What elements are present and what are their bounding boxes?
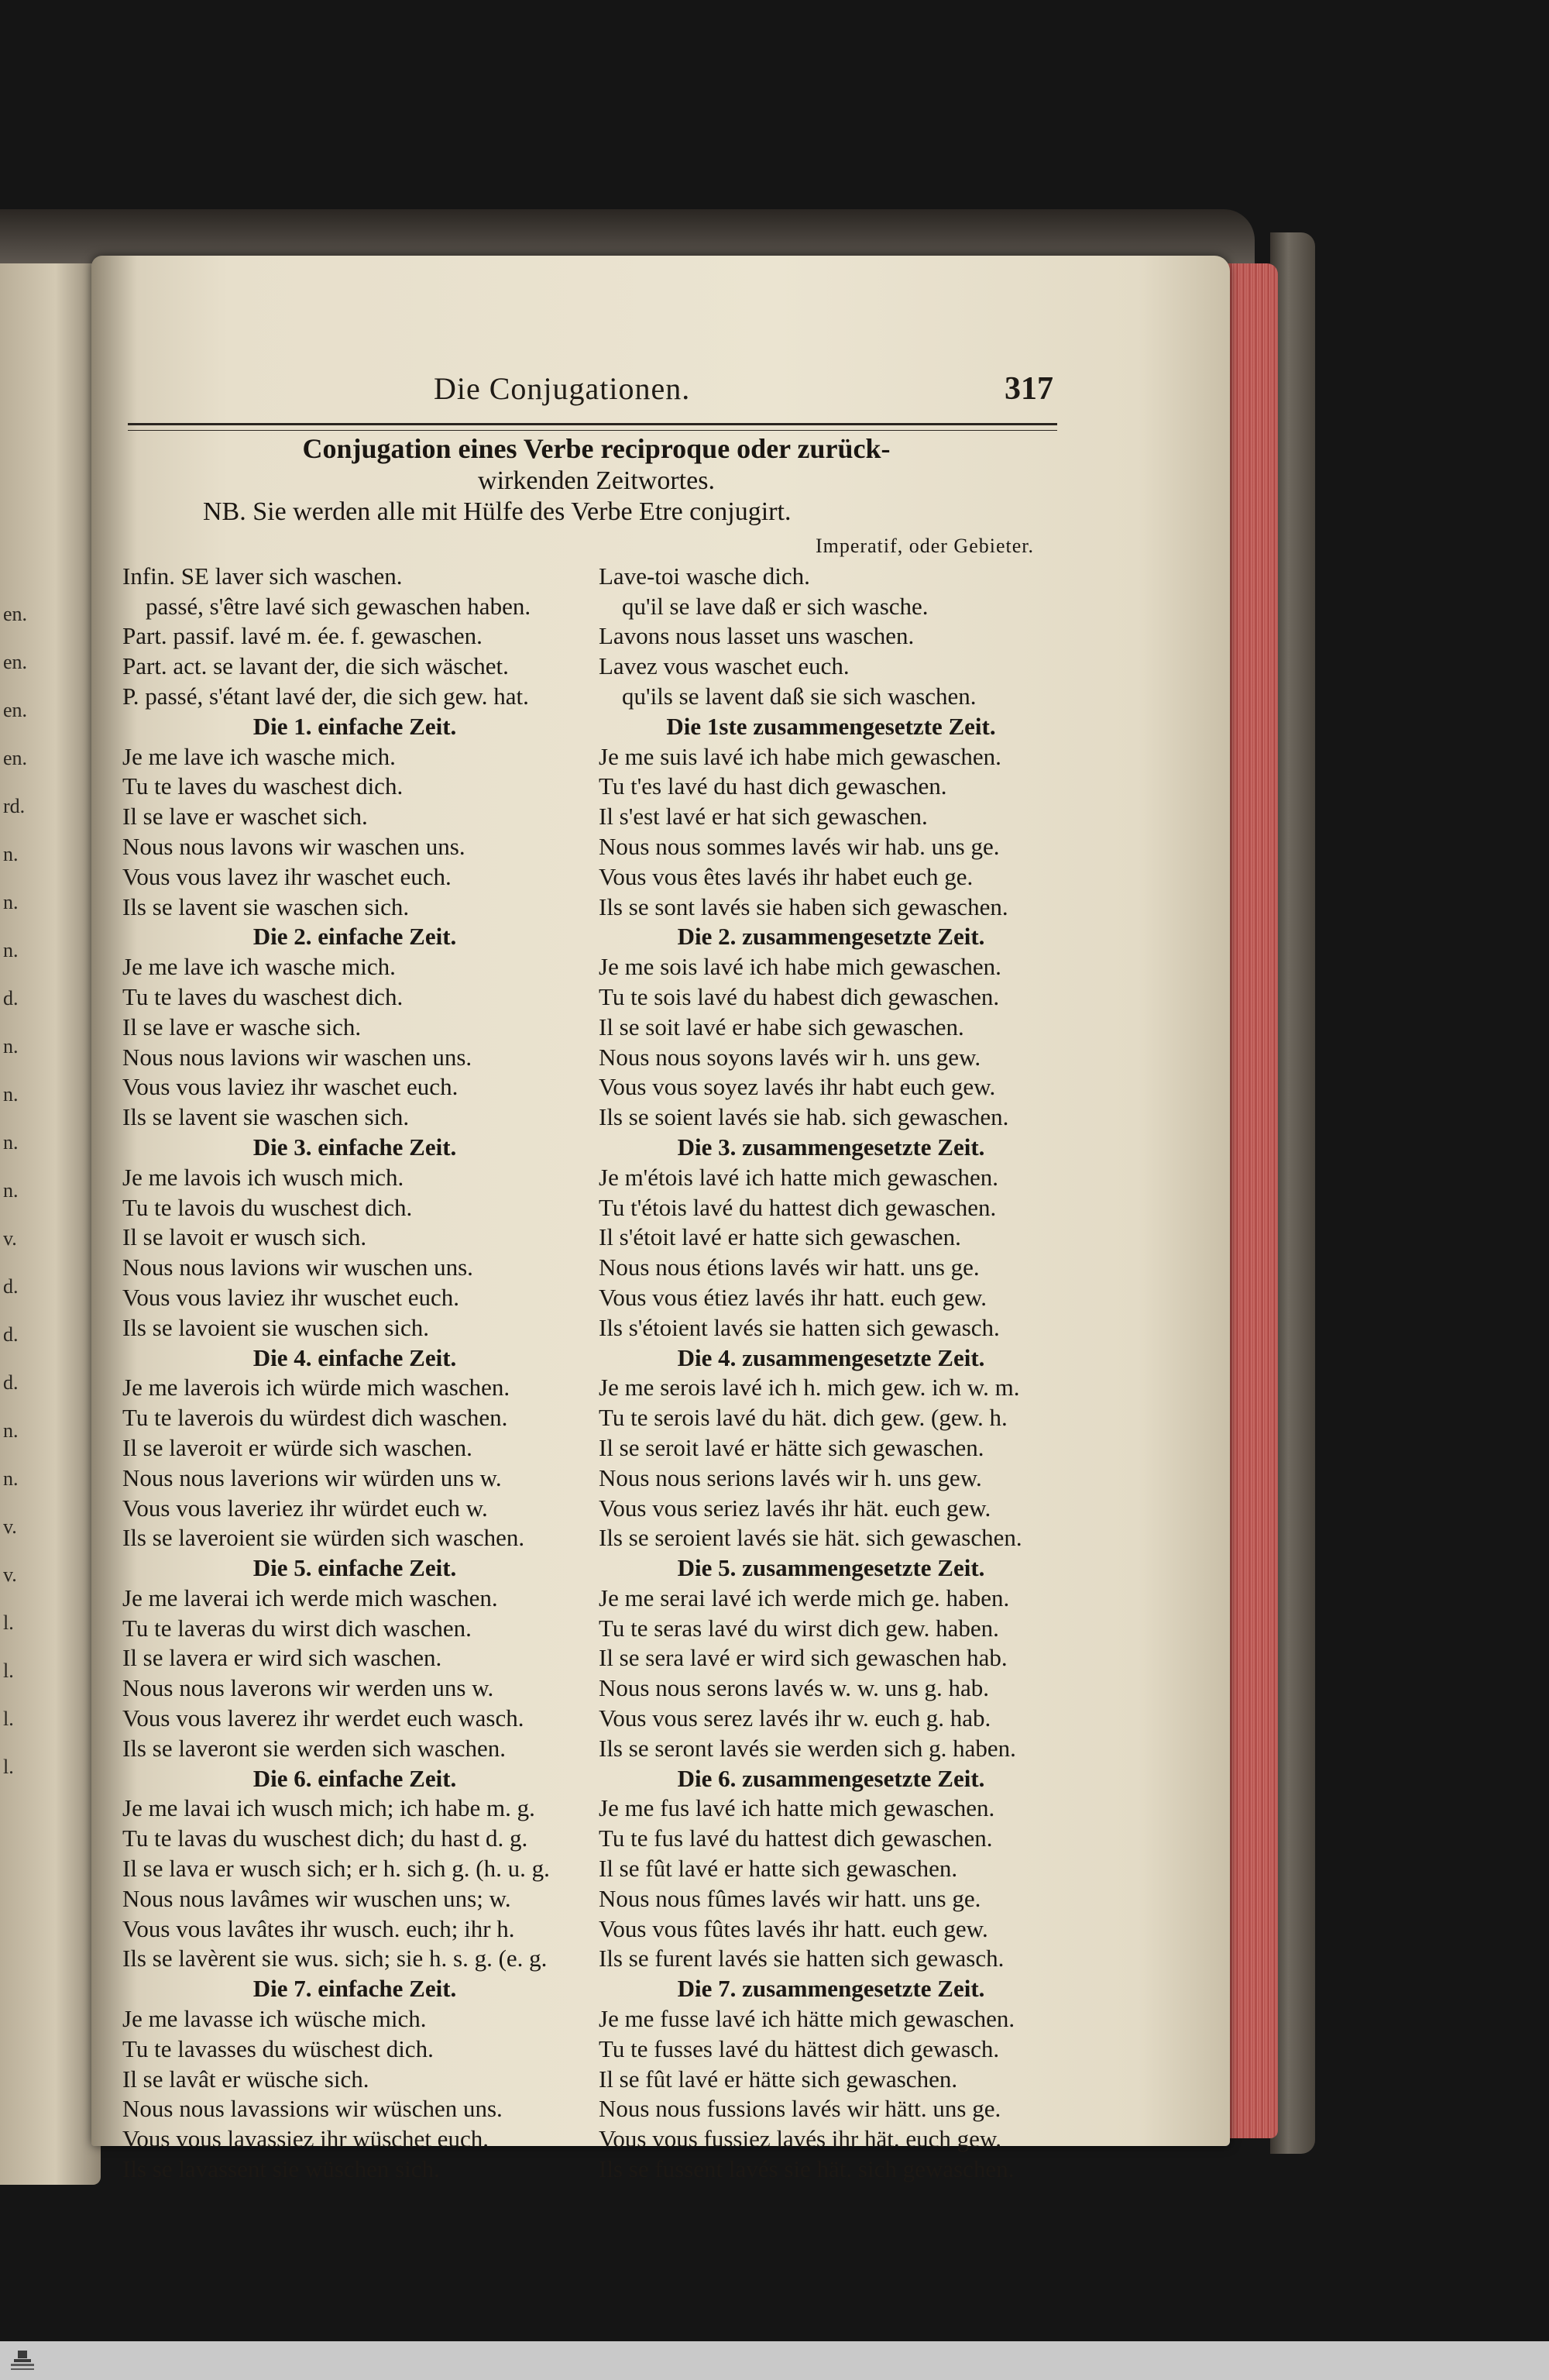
right-column-line: Je me sois lavé ich habe mich gewaschen.: [599, 953, 1001, 981]
left-column-line: Nous nous lavassions wir wüschen uns.: [122, 2095, 503, 2123]
running-title: Die Conjugationen.: [434, 371, 691, 406]
left-column-line: Nous nous lavions wir wuschen uns.: [122, 1254, 473, 1281]
right-column: [599, 531, 1063, 2185]
left-page-fragment: en.: [3, 747, 28, 769]
right-column-line: Je me suis lavé ich habe mich gewaschen.: [599, 742, 1001, 770]
left-column-line: Infin. SE laver sich waschen.: [122, 562, 403, 590]
right-column-line: Lavons nous lasset uns waschen.: [599, 622, 915, 650]
left-column-line: Je me lavasse ich wüsche mich.: [122, 2005, 427, 2033]
left-column-line: Nous nous lavâmes wir wuschen uns; w.: [122, 1884, 511, 1912]
left-page-fragment: l.: [3, 1659, 14, 1682]
left-column-line: P. passé, s'étant lavé der, die sich gew. hat.: [122, 682, 529, 710]
left-column-line: Tu te laves du waschest dich.: [122, 982, 404, 1010]
right-column-line: Nous nous serons lavés w. w. uns g. hab.: [599, 1674, 989, 1702]
left-column-line: [122, 531, 587, 562]
right-column-line: Nous nous étions lavés wir hatt. uns ge.: [599, 1254, 980, 1281]
right-column-line: Il se seroit lavé er hätte sich gewaschen.: [599, 1433, 984, 1461]
left-column-line: Vous vous laverez ihr werdet euch wasch.: [122, 1704, 524, 1732]
left-column-line: Je me laverai ich werde mich waschen.: [122, 1584, 498, 1611]
left-column-line: Il se lavera er wird sich waschen.: [122, 1644, 442, 1672]
right-column-line: Nous nous fussions lavés wir hätt. uns ge.: [599, 2095, 1001, 2123]
right-column-line: Nous nous soyons lavés wir h. uns gew.: [599, 1043, 981, 1071]
left-column-line: Il se lave er wasche sich.: [122, 1013, 362, 1040]
right-column-line: Tu t'es lavé du hast dich gewaschen.: [599, 772, 947, 800]
right-column-line: Je m'étois lavé ich hatte mich gewaschen.: [599, 1163, 999, 1191]
right-column-line: Imperatif, oder Gebieter.: [816, 535, 1034, 557]
left-page-fragment: l.: [3, 1708, 14, 1730]
left-column-line: Je me laverois ich würde mich waschen.: [122, 1374, 510, 1402]
right-column-line: Il se fût lavé er hätte sich gewaschen.: [599, 2065, 958, 2093]
left-column-line: Ils se lavent sie waschen sich.: [122, 1103, 410, 1131]
left-column-line: Tu te lavas du wuschest dich; du hast d. g.: [122, 1825, 528, 1852]
left-column-line: Ils se laveroient sie würden sich waschen.: [122, 1524, 525, 1552]
left-column-line: Tu te lavasses du wüschest dich.: [122, 2034, 434, 2062]
left-page-edge: [0, 263, 101, 2185]
left-page-fragment: n.: [3, 1035, 19, 1058]
right-column-tense-heading: Die 7. zusammengesetzte Zeit.: [677, 1975, 985, 2003]
right-column-tense-heading: Die 3. zusammengesetzte Zeit.: [677, 1133, 985, 1161]
running-header: [132, 364, 1053, 418]
right-column-line: Vous vous êtes lavés ihr habet euch ge.: [599, 862, 974, 890]
left-column-line: Il se lave er waschet sich.: [122, 803, 368, 831]
left-page-fragment: n.: [3, 1083, 19, 1106]
left-column-tense-heading: Die 1. einfache Zeit.: [252, 712, 457, 740]
left-column-line: Je me lavai ich wusch mich; ich habe m. g.: [122, 1794, 535, 1822]
left-column: [122, 531, 587, 2185]
right-column-line: Ils se furent lavés sie hatten sich gewasch.: [599, 1945, 1005, 1972]
heading-line-1: Conjugation eines Verbe reciproque oder zurück-: [302, 433, 891, 464]
right-column-line: Il se sera lavé er wird sich gewaschen hab.: [599, 1644, 1008, 1672]
right-column-line: Tu te serois lavé du hät. dich gew. (gew. h.: [599, 1404, 1008, 1432]
left-column-line: Vous vous lavassiez ihr wüschet euch.: [122, 2125, 489, 2153]
note-line: NB. Sie werden alle mit Hülfe des Verbe Etre conjugirt.: [203, 497, 792, 526]
left-column-line: Vous vous lavâtes ihr wusch. euch; ihr h.: [122, 1914, 515, 1942]
right-column-line: Nous nous fûmes lavés wir hatt. uns ge.: [599, 1884, 981, 1912]
right-column-line: Il se soit lavé er habe sich gewaschen.: [599, 1013, 964, 1040]
right-column-line: Vous vous fûtes lavés ihr hatt. euch gew.: [599, 1914, 988, 1942]
right-column-line: Ils se soient lavés sie hab. sich gewaschen.: [599, 1103, 1009, 1131]
left-column-line: Je me lavois ich wusch mich.: [122, 1163, 404, 1191]
left-page-fragment: l.: [3, 1611, 14, 1634]
left-column-line: Nous nous lavions wir waschen uns.: [122, 1043, 472, 1071]
left-column-line: Part. act. se lavant der, die sich wäschet.: [122, 652, 509, 680]
right-column-line: Il se fût lavé er hatte sich gewaschen.: [599, 1855, 958, 1883]
left-column-line: Nous nous lavons wir waschen uns.: [122, 832, 465, 860]
right-column-line: Nous nous serions lavés wir h. uns gew.: [599, 1463, 982, 1491]
left-column-line: Vous vous laveriez ihr würdet euch w.: [122, 1494, 488, 1522]
left-column-line: Ils se lavèrent sie wus. sich; sie h. s. g. (e. g.: [122, 1945, 548, 1972]
right-column-line: Je me fusse lavé ich hätte mich gewaschen.: [599, 2005, 1015, 2033]
left-column-tense-heading: Die 6. einfache Zeit.: [252, 1764, 457, 1792]
left-page-fragment: n.: [3, 843, 19, 865]
left-column-line: Vous vous laviez ihr waschet euch.: [122, 1073, 459, 1101]
right-column-line: Vous vous soyez lavés ihr habt euch gew.: [599, 1073, 996, 1101]
right-column-line: Il s'étoit lavé er hatte sich gewaschen.: [599, 1223, 961, 1251]
right-column-line: Ils se sont lavés sie haben sich gewaschen.: [599, 892, 1008, 920]
right-column-line: qu'il se lave daß er sich wasche.: [622, 592, 929, 620]
right-column-line: Lavez vous waschet euch.: [599, 652, 850, 680]
left-page-fragment: d.: [3, 1275, 19, 1298]
section-heading: [132, 432, 1061, 497]
right-column-line: Vous vous serez lavés ihr w. euch g. hab.: [599, 1704, 991, 1732]
left-column-line: Nous nous laverions wir würden uns w.: [122, 1463, 502, 1491]
right-column-line: Lave-toi wasche dich.: [599, 562, 810, 590]
right-column-line: Ils se seroient lavés sie hät. sich gewaschen.: [599, 1524, 1022, 1552]
left-page-fragment: l.: [3, 1756, 14, 1778]
left-page-fragment: n.: [3, 1419, 19, 1442]
right-column-line: Tu te seras lavé du wirst dich gew. haben.: [599, 1614, 999, 1642]
left-column-line: Tu te laveras du wirst dich waschen.: [122, 1614, 472, 1642]
left-page-fragment: d.: [3, 1371, 19, 1394]
right-column-tense-heading: Die 1ste zusammengesetzte Zeit.: [666, 712, 996, 740]
left-column-line: Ils se lavent sie waschen sich.: [122, 892, 410, 920]
left-column-line: Il se lavât er wüsche sich.: [122, 2065, 369, 2093]
right-column-line: Il s'est lavé er hat sich gewaschen.: [599, 803, 928, 831]
left-column-line: Tu te laves du waschest dich.: [122, 772, 404, 800]
left-column-line: passé, s'être lavé sich gewaschen haben.: [146, 592, 531, 620]
header-rule: [128, 423, 1057, 431]
left-column-line: Ils se laveront sie werden sich waschen.: [122, 1734, 506, 1762]
left-column-tense-heading: Die 3. einfache Zeit.: [252, 1133, 457, 1161]
right-column-line: Nous nous sommes lavés wir hab. uns ge.: [599, 832, 1000, 860]
left-page-fragment: d.: [3, 1323, 19, 1346]
right-column-line: qu'ils se lavent daß sie sich waschen.: [622, 682, 977, 710]
library-logo-icon: [5, 2347, 40, 2375]
right-column-line: Je me serois lavé ich h. mich gew. ich w. m.: [599, 1374, 1020, 1402]
right-column-line: Ils se fussent lavés sie hät. sich gewaschen.: [599, 2155, 1015, 2183]
left-page-fragment: v.: [3, 1515, 17, 1538]
left-column-line: Il se lava er wusch sich; er h. sich g. (h. u. g.: [122, 1855, 550, 1883]
right-column-tense-heading: Die 5. zusammengesetzte Zeit.: [677, 1554, 985, 1582]
left-page-fragment: rd.: [3, 795, 26, 817]
left-page-fragment: en.: [3, 603, 28, 625]
left-column-tense-heading: Die 7. einfache Zeit.: [252, 1975, 457, 2003]
right-column-line: Je me serai lavé ich werde mich ge. haben.: [599, 1584, 1010, 1611]
left-column-tense-heading: Die 4. einfache Zeit.: [252, 1343, 457, 1371]
right-column-line: Vous vous étiez lavés ihr hatt. euch gew.: [599, 1283, 987, 1311]
right-column-tense-heading: Die 6. zusammengesetzte Zeit.: [677, 1764, 985, 1792]
left-column-line: Ils se lavoient sie wuschen sich.: [122, 1313, 430, 1341]
left-column-line: Tu te lavois du wuschest dich.: [122, 1193, 413, 1221]
left-column-line: Ils se lavassent sie wüschen sich.: [122, 2155, 440, 2183]
left-page-fragment: n.: [3, 1467, 19, 1490]
left-column-line: Il se lavoit er wusch sich.: [122, 1223, 367, 1251]
heading-line-2: wirkenden Zeitwortes.: [478, 466, 715, 495]
left-page-fragment: n.: [3, 939, 19, 961]
page-number: 317: [1005, 371, 1053, 407]
left-column-line: Je me lave ich wasche mich.: [122, 742, 396, 770]
right-column-line: Tu t'étois lavé du hattest dich gewaschen.: [599, 1193, 997, 1221]
left-column-line: Nous nous laverons wir werden uns w.: [122, 1674, 494, 1702]
left-page-fragment: d.: [3, 987, 19, 1009]
right-column-line: Tu te fus lavé du hattest dich gewaschen.: [599, 1825, 993, 1852]
right-column-line: Ils s'étoient lavés sie hatten sich gewasch.: [599, 1313, 1000, 1341]
left-column-tense-heading: Die 5. einfache Zeit.: [252, 1554, 457, 1582]
left-page-fragment: v.: [3, 1227, 17, 1250]
right-column-tense-heading: Die 2. zusammengesetzte Zeit.: [677, 923, 985, 951]
left-page-fragment: n.: [3, 1179, 19, 1202]
left-page-fragment: v.: [3, 1563, 17, 1586]
left-column-line: Tu te laverois du würdest dich waschen.: [122, 1404, 508, 1432]
right-column-tense-heading: Die 4. zusammengesetzte Zeit.: [677, 1343, 985, 1371]
left-column-line: Vous vous lavez ihr waschet euch.: [122, 862, 452, 890]
left-column-line: Je me lave ich wasche mich.: [122, 953, 396, 981]
right-column-line: Tu te sois lavé du habest dich gewaschen.: [599, 982, 1000, 1010]
right-column-line: Vous vous seriez lavés ihr hät. euch gew.: [599, 1494, 991, 1522]
left-page-fragment: n.: [3, 891, 19, 913]
left-column-line: Il se laveroit er würde sich waschen.: [122, 1433, 472, 1461]
left-page-fragment: en.: [3, 651, 28, 673]
scan-footer-strip: [0, 2341, 1549, 2380]
left-column-tense-heading: Die 2. einfache Zeit.: [252, 923, 457, 951]
right-column-line: Tu te fusses lavé du hättest dich gewasch.: [599, 2034, 1000, 2062]
right-column-line: Ils se seront lavés sie werden sich g. haben.: [599, 1734, 1016, 1762]
left-column-line: Part. passif. lavé m. ée. f. gewaschen.: [122, 622, 483, 650]
right-column-line: Je me fus lavé ich hatte mich gewaschen.: [599, 1794, 995, 1822]
right-column-line: Vous vous fussiez lavés ihr hät. euch gew.: [599, 2125, 1002, 2153]
left-column-line: Vous vous laviez ihr wuschet euch.: [122, 1283, 460, 1311]
left-page-fragment: en.: [3, 699, 28, 721]
left-page-fragment: n.: [3, 1131, 19, 1154]
